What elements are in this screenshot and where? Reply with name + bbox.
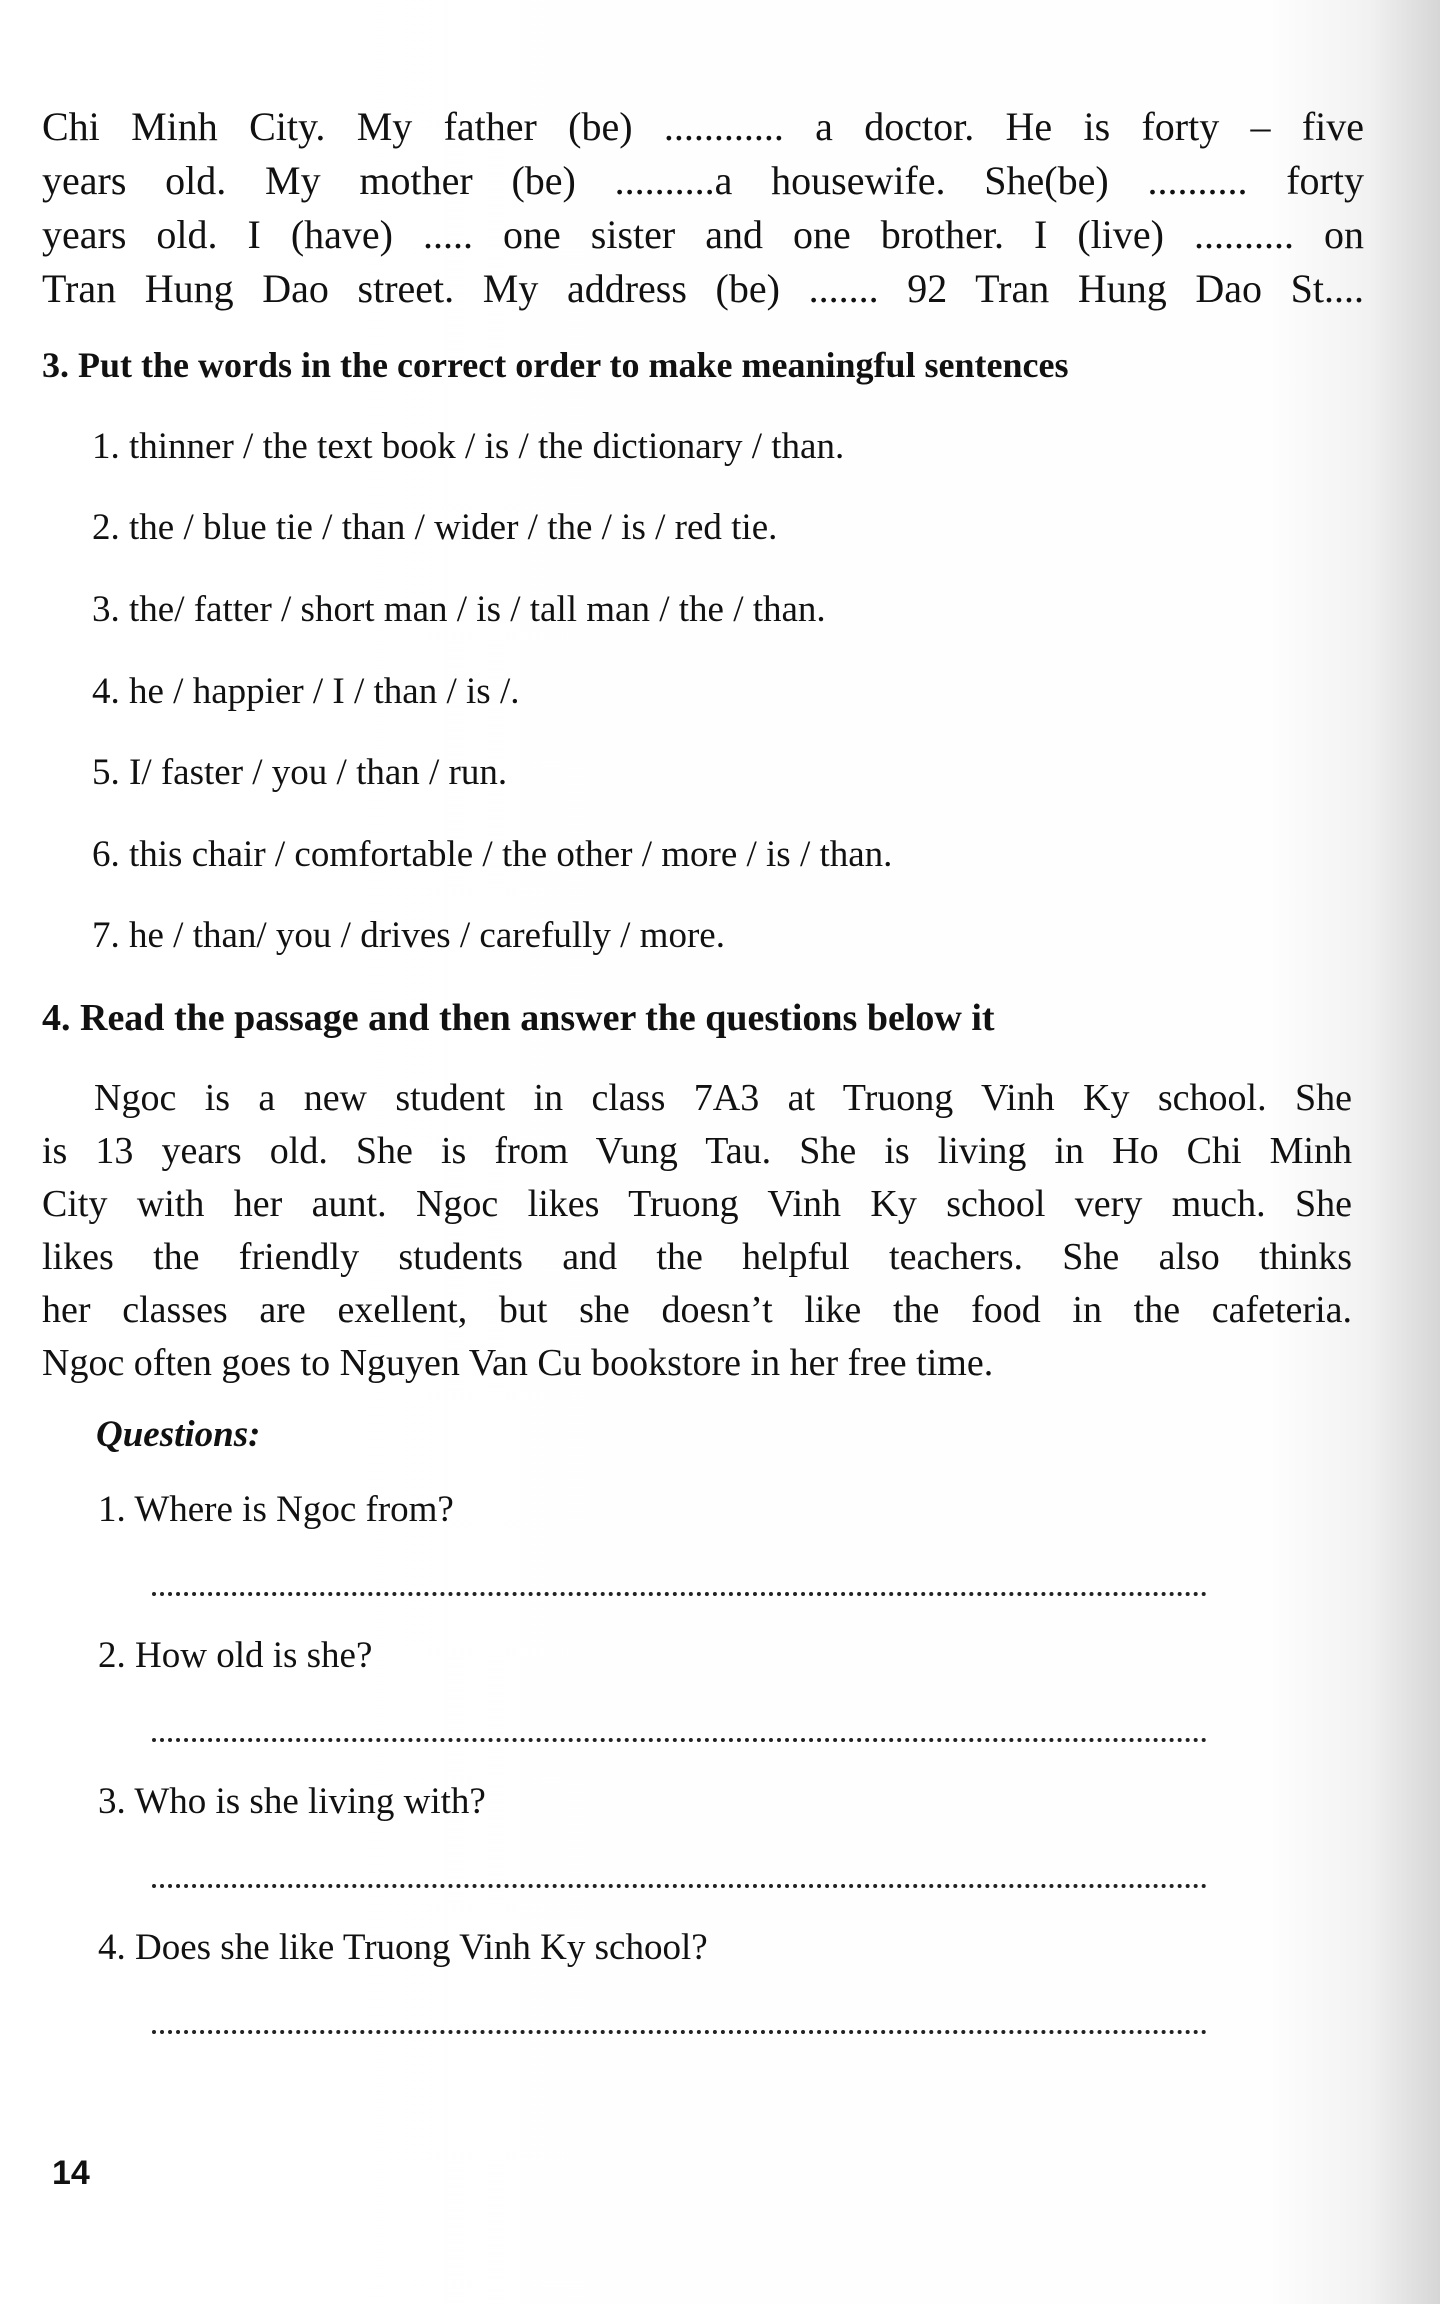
passage-line: her classes are exellent, but she doesn’t like the food in the cafeteria. [42, 1289, 1352, 1331]
passage-line: City with her aunt. Ngoc likes Truong Vinh Ky school very much. She [42, 1183, 1352, 1225]
section-3-heading: 3. Put the words in the correct order to make meaningful sentences [42, 345, 1069, 385]
passage-line: Ngoc is a new student in class 7A3 at Truong Vinh Ky school. She [94, 1077, 1352, 1119]
question-item: 4. Does she like Truong Vinh Ky school? [98, 1927, 708, 1968]
question-item: 2. How old is she? [98, 1635, 373, 1676]
reorder-item: 7. he / than/ you / drives / carefully / more. [92, 915, 725, 956]
passage-line: Ngoc often goes to Nguyen Van Cu bookstore in her free time. [42, 1342, 994, 1384]
answer-line[interactable] [152, 1884, 1207, 1888]
reorder-item: 3. the/ fatter / short man / is / tall man / the / than. [92, 589, 826, 630]
intro-line: years old. My mother (be) ..........a housewife. She(be) .......... forty [42, 158, 1364, 203]
passage-line: likes the friendly students and the helpful teachers. She also thinks [42, 1236, 1352, 1278]
intro-line: Tran Hung Dao street. My address (be) ....... 92 Tran Hung Dao St.... [42, 266, 1364, 311]
answer-line[interactable] [152, 1738, 1207, 1742]
reorder-item: 4. he / happier / I / than / is /. [92, 671, 520, 712]
reorder-item: 1. thinner / the text book / is / the dictionary / than. [92, 426, 845, 467]
reorder-item: 2. the / blue tie / than / wider / the / is / red tie. [92, 507, 778, 548]
reorder-item: 5. I/ faster / you / than / run. [92, 752, 508, 793]
intro-line: Chi Minh City. My father (be) ............ a doctor. He is forty – five [42, 104, 1364, 149]
section-4-heading: 4. Read the passage and then answer the questions below it [42, 997, 995, 1039]
reorder-item: 6. this chair / comfortable / the other / more / is / than. [92, 834, 893, 875]
questions-label: Questions: [96, 1414, 261, 1455]
intro-line: years old. I (have) ..... one sister and one brother. I (live) .......... on [42, 212, 1364, 257]
reading-passage [42, 1072, 1352, 1390]
question-item: 1. Where is Ngoc from? [98, 1489, 454, 1530]
page-number: 14 [52, 2154, 90, 2192]
passage-line: is 13 years old. She is from Vung Tau. She is living in Ho Chi Minh [42, 1130, 1352, 1172]
question-item: 3. Who is she living with? [98, 1781, 486, 1822]
intro-paragraph [42, 100, 1364, 316]
answer-line[interactable] [152, 2030, 1207, 2034]
answer-line[interactable] [152, 1592, 1207, 1596]
